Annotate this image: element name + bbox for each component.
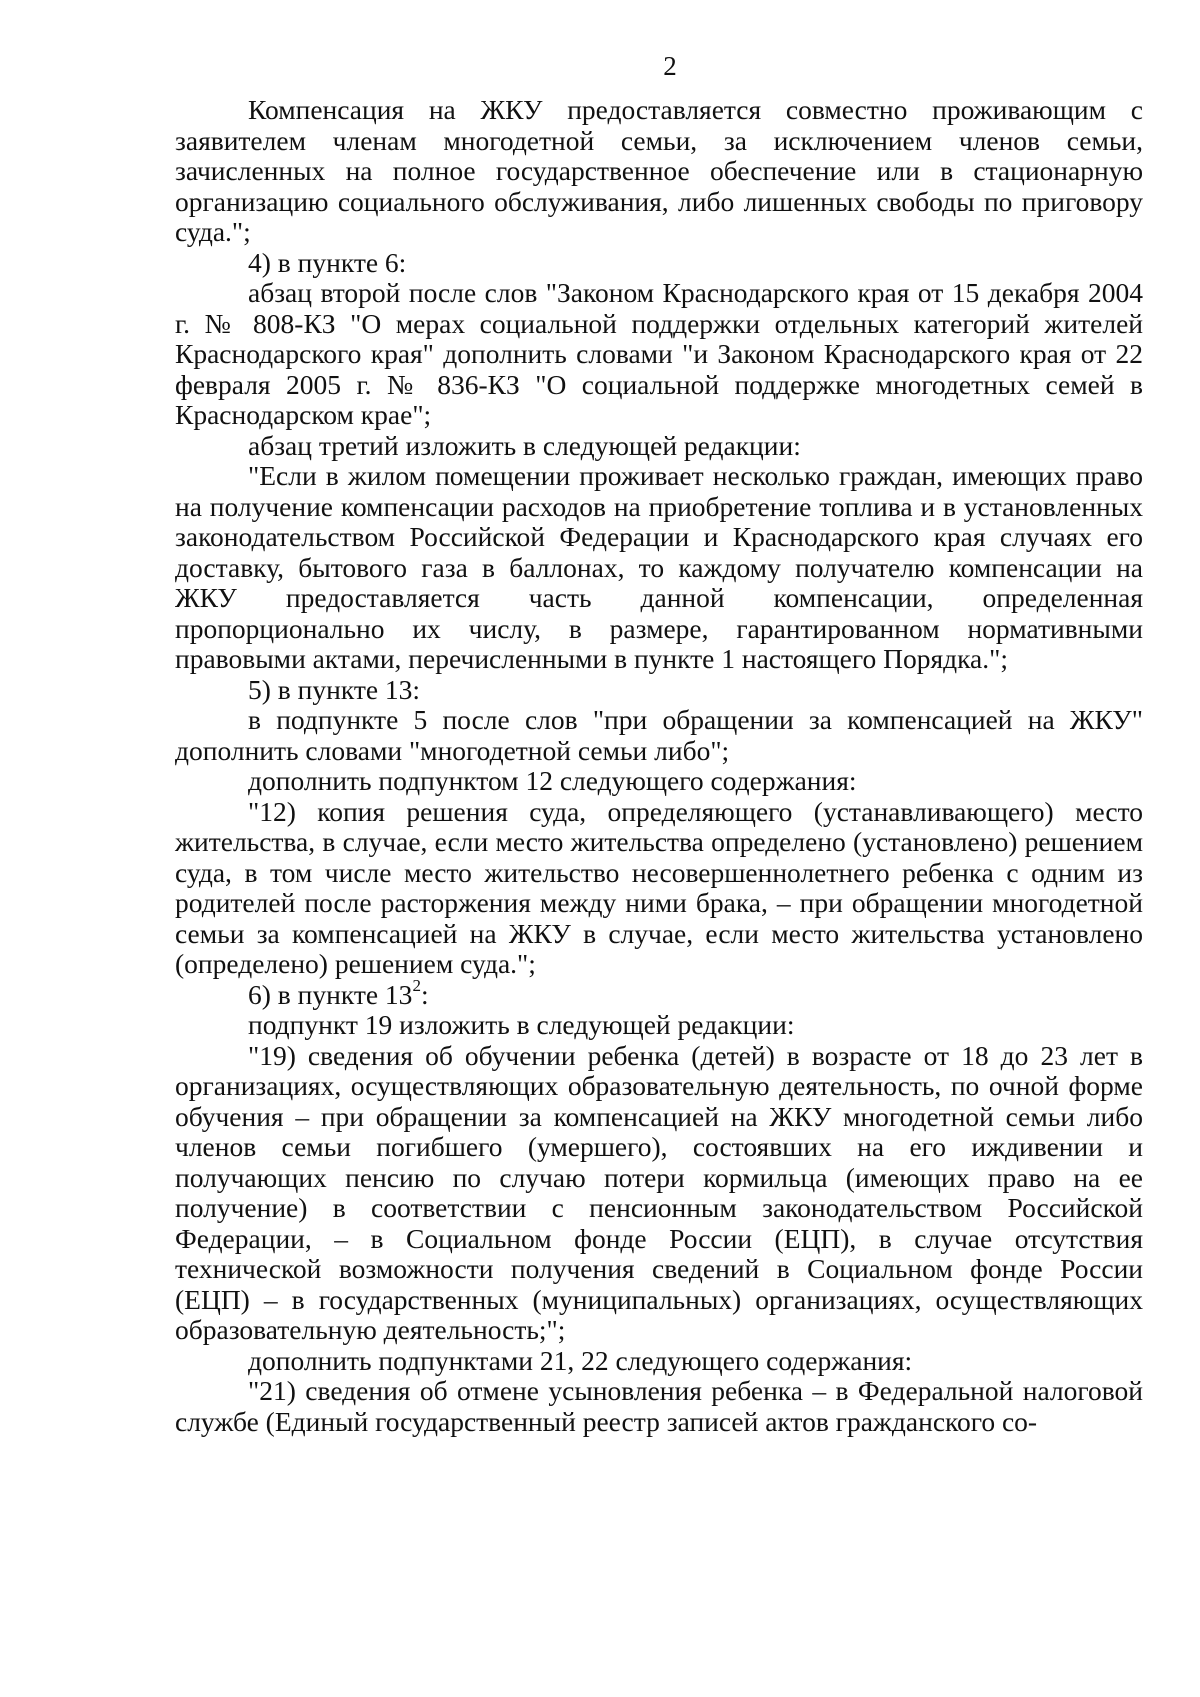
item-6-suffix: : bbox=[420, 978, 429, 1010]
paragraph-item-4: 4) в пункте 6: bbox=[248, 246, 407, 278]
paragraph-subitem-21-text: "21) сведения об отмене усыновления ребенка – в Федеральной налоговой службе (Единый государственный реестр записей актов гражданского со- bbox=[175, 1375, 1143, 1437]
paragraph-abzac-third-intro: абзац третий изложить в следующей редакции: bbox=[248, 429, 801, 461]
paragraph-item-5: 5) в пункте 13: bbox=[248, 673, 421, 705]
paragraph-subitem-12-text: "12) копия решения суда, определяющего (устанавливающего) место жительства, в случае, если место жительства определено (установлено) решением суда, в том числе место жительство несовершеннолетнего ребенка с одним из родителей после расторжения между ними брака, – при обращении многодетной семьи за компенсацией на ЖКУ в случае, если место жительства установлено (определено) решением суда."; bbox=[175, 795, 1143, 979]
paragraph-subitem-19-text: "19) сведения об обучении ребенка (детей) в возрасте от 18 до 23 лет в организациях, осуществляющих образовательную деятельность, по очной форме обучения – при обращении за компенсацией на ЖКУ многодетной семьи либо членов семьи погибшего (умершего), состоявших на его иждивении и получающих пенсию по случаю потери кормильца (имеющих право на ее получение) в соответствии с пенсионным законодательством Российской Федерации, – в Социальном фонде России (ЕЦП), в случае отсутствия технической возможности получения сведений в Социальном фонде России (ЕЦП) – в государственных (муниципальных) организациях, осуществляющих образовательную деятельность;"; bbox=[175, 1039, 1143, 1345]
item-6-superscript: 2 bbox=[412, 976, 421, 996]
paragraph-add-subitem-12: дополнить подпунктом 12 следующего содержания: bbox=[248, 765, 857, 796]
paragraph-abzac-third-text: "Если в жилом помещении проживает несколько граждан, имеющих право на получение компенсации расходов на приобретение топлива и в установленных законодательством Российской Федерации и Краснодарского края случаях его доставку, бытового газа в баллонах, то каждому получателю компенсации на ЖКУ предоставляется часть данной компенсации, определенная пропорционально их числу, в размере, гарантированном нормативными правовыми актами, перечисленными в пункте 1 настоящего Порядка."; bbox=[175, 460, 1143, 674]
paragraph-subitem-19-intro: подпункт 19 изложить в следующей редакции: bbox=[248, 1009, 795, 1040]
paragraph-add-subitems-21-22: дополнить подпунктами 21, 22 следующего содержания: bbox=[248, 1344, 913, 1376]
item-6-prefix: 6) в пункте 13 bbox=[248, 978, 413, 1010]
paragraph-abzac-second: абзац второй после слов "Законом Краснодарского края от 15 декабря 2004 г. № 808-КЗ "О мерах социальной поддержки отдельных категорий жителей Краснодарского края" дополнить словами "и Законом Краснодарского края от 22 февраля 2005 г. № 836-КЗ "О социальной поддержке многодетных семей в Краснодарском крае"; bbox=[175, 277, 1143, 430]
document-body bbox=[175, 95, 1143, 1437]
paragraph-item-6 bbox=[175, 976, 1143, 1011]
page-number: 2 bbox=[663, 51, 677, 81]
paragraph-subitem-5: в подпункте 5 после слов "при обращении за компенсацией на ЖКУ" дополнить словами "многодетной семьи либо"; bbox=[175, 704, 1143, 766]
paragraph-compensation-members: Компенсация на ЖКУ предоставляется совместно проживающим с заявителем членам многодетной семьи, за исключением членов семьи, зачисленных на полное государственное обеспечение или в стационарную организацию социального обслуживания, либо лишенных свободы по приговору суда."; bbox=[175, 94, 1143, 247]
